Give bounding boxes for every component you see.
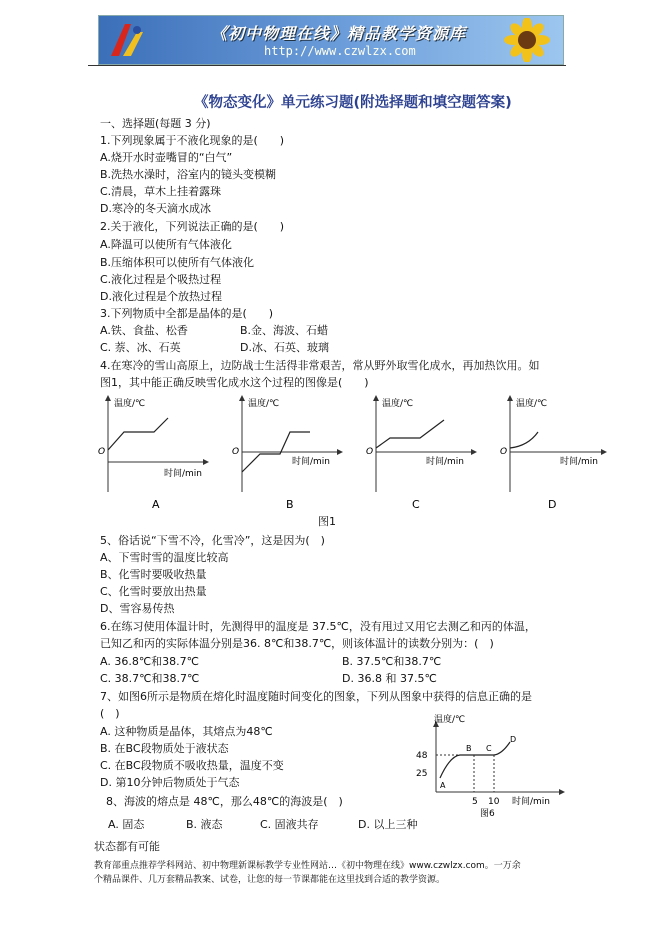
- q7-line2: ( ): [100, 707, 120, 720]
- header-banner: [98, 15, 564, 65]
- fig1-panel-c: [366, 396, 476, 511]
- fig6-ytick-48: 48: [416, 751, 428, 761]
- fig1-a-ylabel: 温度/℃: [114, 399, 146, 409]
- q6-option-a: A. 36.8℃和38.7℃: [100, 655, 200, 668]
- q3-option-a: A.铁、食盐、松香: [100, 324, 188, 337]
- banner-url[interactable]: http://www.czwlzx.com: [264, 44, 416, 58]
- q2-option-b: B.压缩体积可以使所有气体液化: [100, 256, 255, 269]
- q8-option-a: A. 固态: [108, 818, 145, 831]
- fig1-b-xlabel: 时间/min: [292, 457, 331, 467]
- footer-line1: 教育部重点推荐学科网站、初中物理新课标教学专业性网站…《初中物理在线》www.czwlzx.com。一万余: [94, 861, 521, 871]
- q7-line1: 7、如图6所示是物质在熔化时温度随时间变化的图象，下列从图象中获得的信息正确的是: [100, 690, 532, 703]
- fig1-d-curve: [510, 432, 538, 448]
- q7-option-c: C. 在BC段物质不吸收热量，温度不变: [100, 759, 284, 772]
- q8-option-d: D. 以上三种: [358, 818, 418, 831]
- fig1-a-xlabel: 时间/min: [164, 469, 203, 479]
- q5-option-d: D、雪容易传热: [100, 602, 175, 615]
- section-heading: 一、选择题(每题 3 分): [100, 117, 211, 130]
- q2-option-d: D.液化过程是个放热过程: [100, 290, 222, 303]
- q7-option-a: A. 这种物质是晶体，其熔点为48℃: [100, 725, 273, 738]
- fig1-b-ylabel: 温度/℃: [248, 399, 280, 409]
- fig1-d-origin: O: [500, 447, 508, 457]
- fig6-point-c: C: [486, 744, 492, 753]
- q6-option-b: B. 37.5℃和38.7℃: [342, 655, 442, 668]
- fig1-panel-d: [500, 396, 606, 511]
- q3-stem: 3.下列物质中全都是晶体的是( ): [100, 307, 274, 320]
- q2-stem: 2.关于液化，下列说法正确的是( ): [100, 220, 285, 233]
- fig1-a-curve: [108, 418, 168, 450]
- q6-option-c: C. 38.7℃和38.7℃: [100, 672, 200, 685]
- fig1-panel-b: [232, 396, 342, 511]
- q1-option-c: C.清晨，草木上挂着露珠: [100, 185, 222, 198]
- q4-line1: 4.在寒冷的雪山高原上，边防战士生活得非常艰苦，常从野外取雪化成水，再加热饮用。如: [100, 359, 540, 372]
- q1-option-d: D.寒冷的冬天滴水成冰: [100, 202, 211, 215]
- footer-line2: 个精品课件、几万套精品教案、试卷，让您的每一节课都能在这里找到合适的教学资源。: [94, 875, 446, 885]
- banner-title: 《初中物理在线》精品教学资源库: [211, 24, 467, 43]
- q8-stem: 8、海波的熔点是 48℃，那么48℃的海波是( ): [106, 795, 343, 808]
- q2-option-c: C.液化过程是个吸热过程: [100, 273, 222, 286]
- fig6-point-a: A: [440, 781, 446, 790]
- q6-option-d: D. 36.8 和 37.5℃: [342, 672, 437, 685]
- q5-option-c: C、化雪时要放出热量: [100, 585, 207, 598]
- figure-6: [416, 712, 576, 820]
- q3-option-c: C. 萘、冰、石英: [100, 341, 181, 354]
- fig1-c-xlabel: 时间/min: [426, 457, 465, 467]
- q6-line2: 已知乙和丙的实际体温分别是36. 8℃和38.7℃，则该体温计的读数分别为：( ): [100, 637, 494, 650]
- q5-stem: 5、俗话说“下雪不冷，化雪冷”，这是因为( ): [100, 534, 325, 547]
- q7-option-d: D. 第10分钟后物质处于气态: [100, 776, 240, 789]
- fig1-a-label: A: [152, 498, 160, 511]
- fig6-curve: [440, 742, 510, 778]
- fig1-b-origin: O: [232, 447, 240, 457]
- fig6-xtick-5: 5: [472, 797, 478, 807]
- q1-option-b: B.洗热水澡时，浴室内的镜头变模糊: [100, 168, 277, 181]
- fig1-panel-a: [98, 396, 208, 511]
- sunflower-icon: [497, 18, 557, 62]
- q5-option-a: A、下雪时雪的温度比较高: [100, 551, 229, 564]
- q8-tail: 状态都有可能: [94, 840, 160, 853]
- q8-option-c: C. 固液共存: [260, 818, 319, 831]
- q8-option-b: B. 液态: [186, 818, 223, 831]
- fig1-d-label: D: [548, 498, 557, 511]
- fig1-d-ylabel: 温度/℃: [516, 399, 548, 409]
- q6-line1: 6.在练习使用体温计时，先测得甲的温度是 37.5℃，没有甩过又用它去测乙和丙的体温，: [100, 620, 536, 633]
- fig6-ytick-25: 25: [416, 769, 428, 779]
- fig1-c-curve: [376, 420, 444, 448]
- fig6-point-b: B: [466, 744, 472, 753]
- q1-stem: 1.下列现象属于不液化现象的是( ): [100, 134, 285, 147]
- fig6-caption: 图6: [480, 809, 495, 819]
- fig6-point-d: D: [510, 735, 517, 744]
- q3-option-d: D.冰、石英、玻璃: [240, 341, 329, 354]
- q1-option-a: A.烧开水时壶嘴冒的“白气”: [100, 151, 233, 164]
- q2-option-a: A.降温可以使所有气体液化: [100, 238, 232, 251]
- q5-option-b: B、化雪时要吸收热量: [100, 568, 207, 581]
- logo-icon: [107, 22, 147, 58]
- fig1-a-origin: O: [98, 447, 106, 457]
- q3-option-b: B.金、海波、石蜡: [240, 324, 329, 337]
- fig1-c-label: C: [412, 498, 420, 511]
- fig1-c-ylabel: 温度/℃: [382, 399, 414, 409]
- fig1-d-xlabel: 时间/min: [560, 457, 599, 467]
- fig1-b-label: B: [286, 498, 294, 511]
- fig1-caption: 图1: [318, 515, 336, 528]
- figure-1: [96, 392, 616, 522]
- fig6-ylabel: 温度/℃: [434, 715, 466, 725]
- fig6-xlabel: 时间/min: [512, 797, 551, 807]
- q4-line2: 图1，其中能正确反映雪化成水这个过程的图像是( ): [100, 376, 369, 389]
- fig1-c-origin: O: [366, 447, 374, 457]
- fig6-xtick-10: 10: [488, 797, 500, 807]
- q7-option-b: B. 在BC段物质处于液状态: [100, 742, 229, 755]
- header-divider: [88, 65, 566, 66]
- document-title: 《物态变化》单元练习题(附选择题和填空题答案): [194, 95, 512, 111]
